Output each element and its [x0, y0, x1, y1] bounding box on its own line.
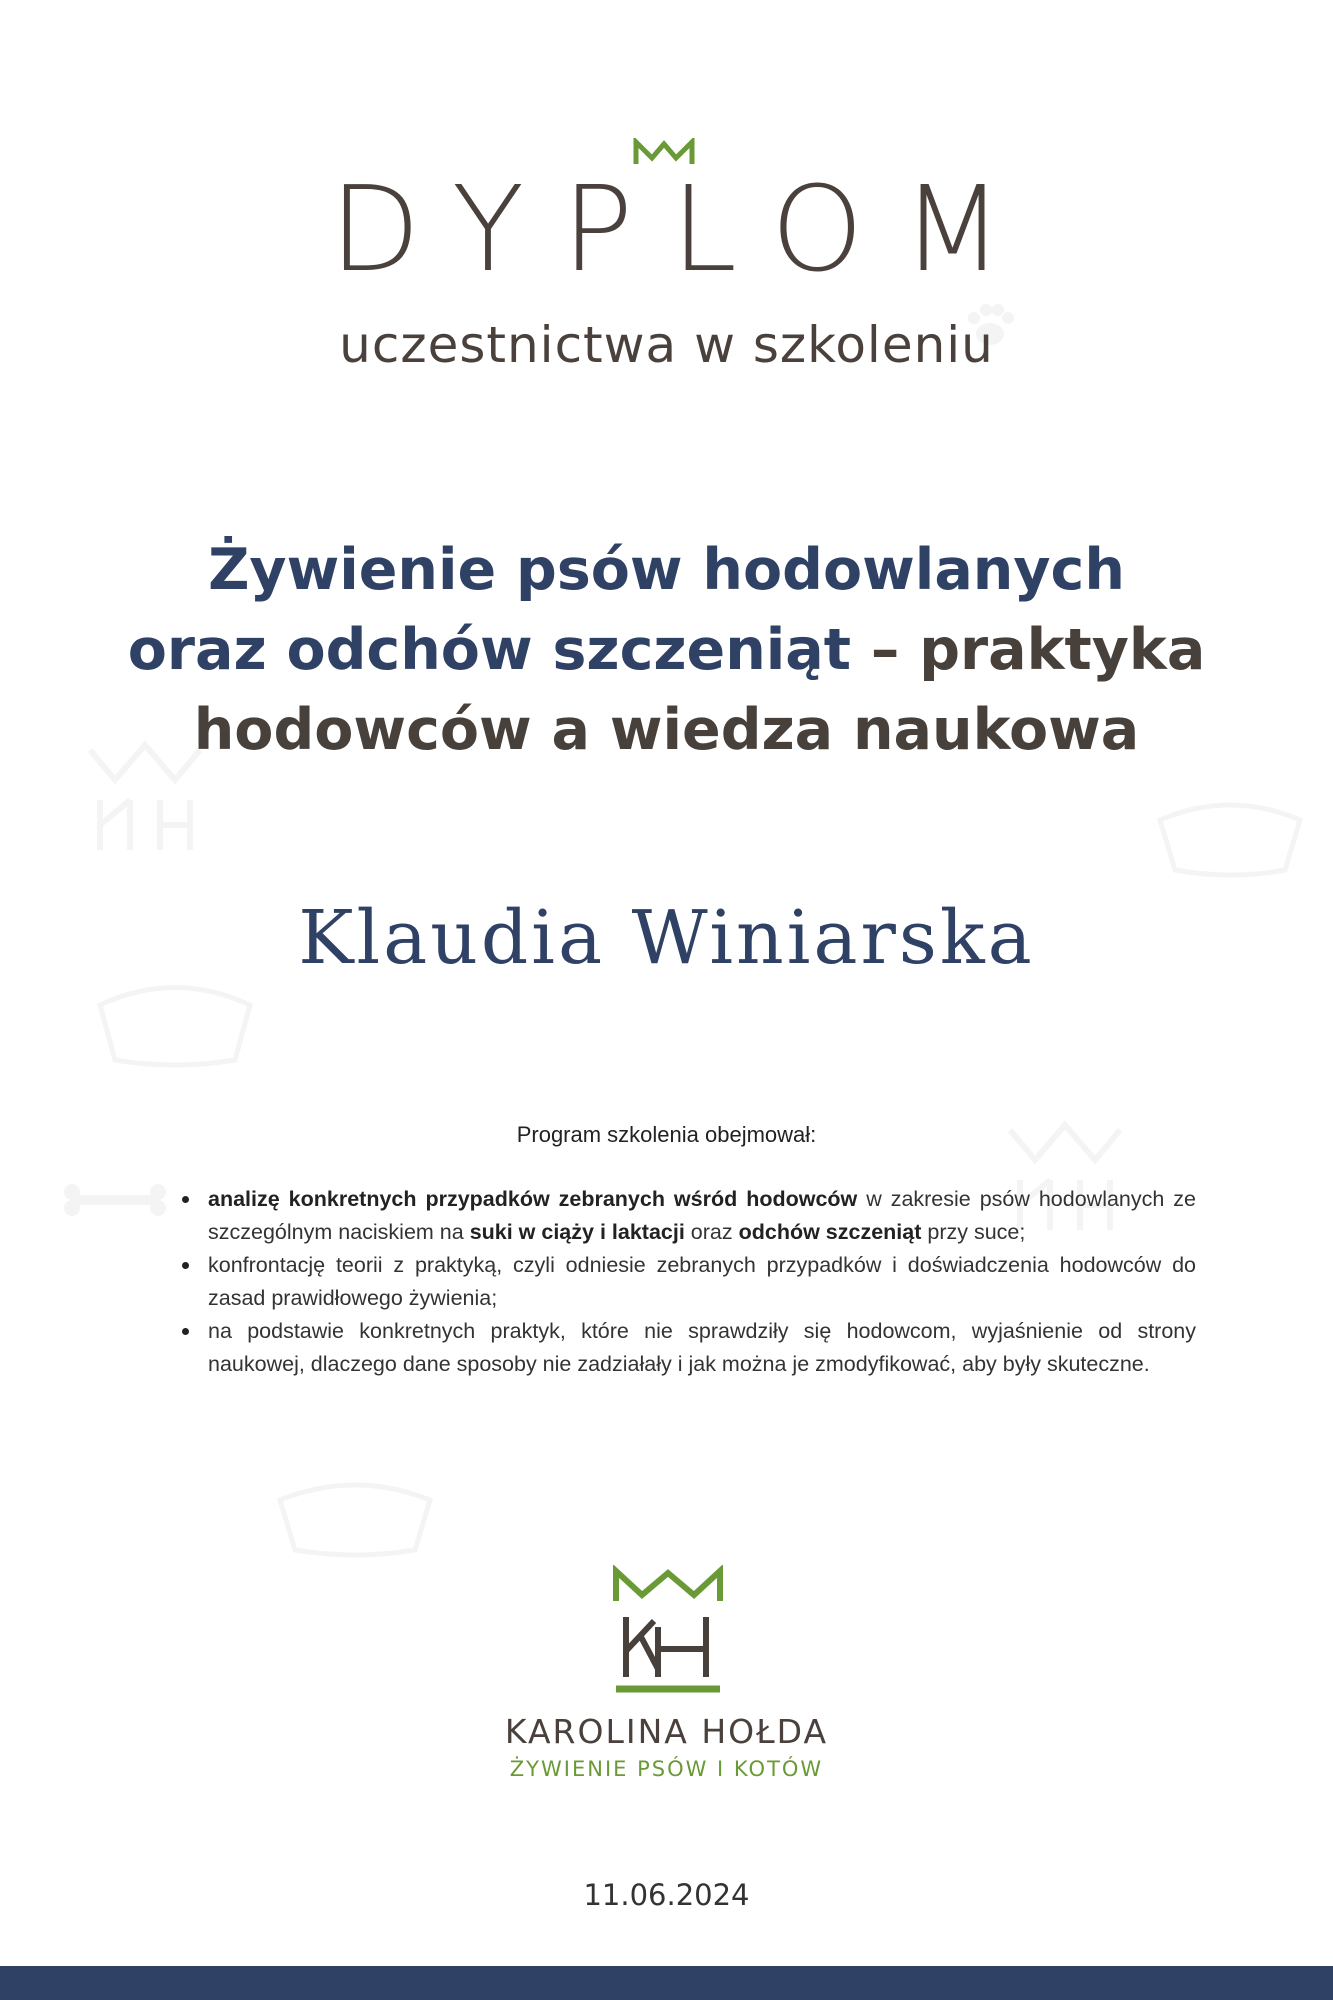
diploma-subtitle: uczestnictwa w szkoleniu	[339, 316, 994, 374]
participant-name: Klaudia Winiarska	[298, 895, 1035, 981]
program-list	[176, 1183, 1196, 1381]
course-title	[60, 530, 1273, 770]
course-title-line-3: hodowców a wiedza naukowa	[193, 697, 1140, 763]
bottom-bar	[0, 1966, 1333, 2000]
course-title-line-1: Żywienie psów hodowlanych	[208, 537, 1125, 603]
course-title-line-2-suffix: – praktyka	[851, 617, 1206, 683]
program-item: na podstawie konkretnych praktyk, które nie sprawdziły się hodowcom, wyjaśnienie od strony naukowej, dlaczego dane sposoby nie zadziałały i jak można je zmodyfikować, aby były skuteczne.	[208, 1315, 1196, 1381]
bowl-watermark-icon	[1150, 780, 1310, 880]
bone-watermark-icon	[60, 1180, 170, 1220]
brand-tagline: ŻYWIENIE PSÓW I KOTÓW	[509, 1757, 824, 1781]
bowl-watermark-icon	[270, 1460, 440, 1560]
program-heading: Program szkolenia obejmował:	[516, 1122, 817, 1147]
issue-date: 11.06.2024	[583, 1878, 750, 1912]
program-item: konfrontację teorii z praktyką, czyli odniesie zebranych przypadków i doświadczenia hodowców do zasad prawidłowego żywienia;	[208, 1249, 1196, 1315]
brand-name: KAROLINA HOŁDA	[504, 1712, 829, 1751]
karolina-holda-logo-icon	[610, 1565, 726, 1699]
program-item: analizę konkretnych przypadków zebranych wśród hodowców w zakresie psów hodowlanych ze szczególnym naciskiem na suki w ciąży i laktacji oraz odchów szczeniąt przy suce;	[208, 1183, 1196, 1249]
course-title-line-2: oraz odchów szczeniąt	[127, 617, 852, 683]
diploma-title: DYPLOM	[329, 160, 1042, 298]
